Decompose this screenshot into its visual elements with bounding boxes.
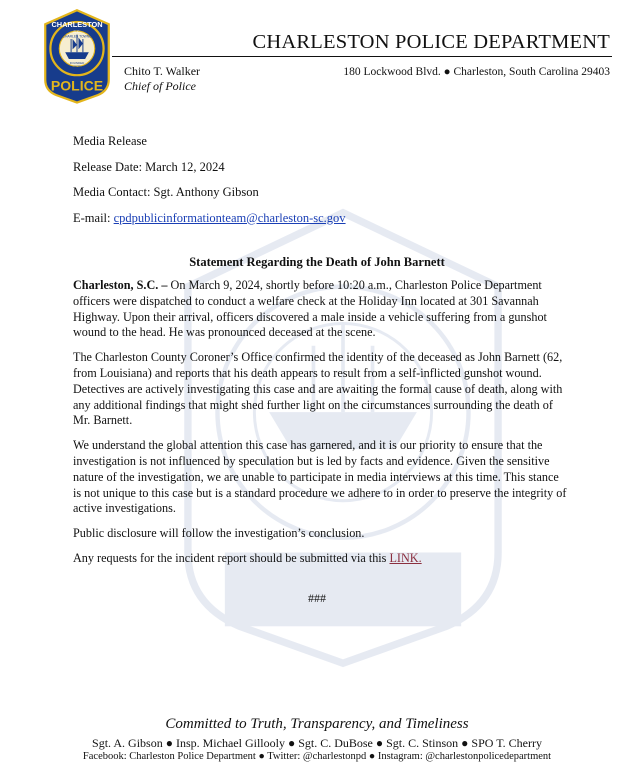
footer-social: Facebook: Charleston Police Department ● Twitter: @charlestonpd ● Instagram: @charlestonpolicedepartment <box>82 751 552 762</box>
logo-year-text: 1670 <box>73 64 81 69</box>
paragraph-5 <box>73 551 569 567</box>
paragraph-4: Public disclosure will follow the investigation’s conclusion. <box>73 526 365 541</box>
footer-motto: Committed to Truth, Transparency, and Timeliness <box>165 716 469 732</box>
incident-report-link[interactable]: LINK. <box>389 550 422 565</box>
paragraph-3: We understand the global attention this case has garnered, and it is our priority to ensure that the investigation is not influenced by speculation but is led by facts and evidence. Given the sensitive nature of the investigation, we are unable to participate in media interviews at this time. This stance is not unique to this case but is a standard procedure we adhere to in order to preserve the integrity of active investigations. <box>73 438 567 516</box>
chief-name: Chito T. Walker <box>124 64 201 78</box>
logo-founded-text: FOUNDED <box>69 61 85 66</box>
end-mark: ### <box>308 591 326 605</box>
department-name: CHARLESTON POLICE DEPARTMENT <box>252 31 610 53</box>
email-line <box>73 211 346 237</box>
chief-title: Chief of Police <box>124 79 196 93</box>
paragraph-1-text: On March 9, 2024, shortly before 10:20 a.m., Charleston Police Department officers were dispatched to conduct a welfare check at the Holiday Inn located at 301 Savannah Highway. Upon their arrival, officers discovered a male inside a vehicle suffering from a gunshot wound to the head. He was pronounced deceased at the scene. <box>73 278 547 340</box>
media-contact: Media Contact: Sgt. Anthony Gibson <box>73 185 259 199</box>
logo-sc-text: S.C. <box>73 30 81 35</box>
release-meta <box>73 134 346 236</box>
logo-police-text: POLICE <box>50 77 104 94</box>
dateline: Charleston, S.C. – <box>73 278 171 292</box>
paragraph-2: The Charleston County Coroner’s Office confirmed the identity of the deceased as John Barnett (62, from Louisiana) and reports that his death appears to result from a self-inflicted gunshot wound. Detectives are actively investigating this case and are awaiting the formal cause of death, along with any additional findings that might shed further light on the circumstances surrounding the death of Mr. Barnett. <box>73 350 563 428</box>
chief-block <box>124 64 200 94</box>
footer-staff: Sgt. A. Gibson ● Insp. Michael Gillooly ● Sgt. C. DuBose ● Sgt. C. Stinson ● SPO T. Cherry <box>92 736 542 750</box>
logo-top-text: CHARLESTON <box>51 20 103 30</box>
logo-charles-towne-text: CHARLES TOWNE <box>62 34 92 39</box>
department-address: 180 Lockwood Blvd. ● Charleston, South Carolina 29403 <box>343 66 610 78</box>
header-divider <box>112 56 612 57</box>
paragraph-5-text: Any requests for the incident report should be submitted via this <box>73 550 390 565</box>
police-badge-logo-icon <box>40 8 114 104</box>
release-type: Media Release <box>73 134 147 148</box>
paragraph-1 <box>73 278 569 341</box>
email-label: E-mail: <box>73 210 114 225</box>
release-date: Release Date: March 12, 2024 <box>73 159 225 174</box>
statement-body <box>73 278 569 576</box>
email-link[interactable]: cpdpublicinformationteam@charleston-sc.gov <box>113 210 346 225</box>
statement-title: Statement Regarding the Death of John Barnett <box>189 255 445 269</box>
